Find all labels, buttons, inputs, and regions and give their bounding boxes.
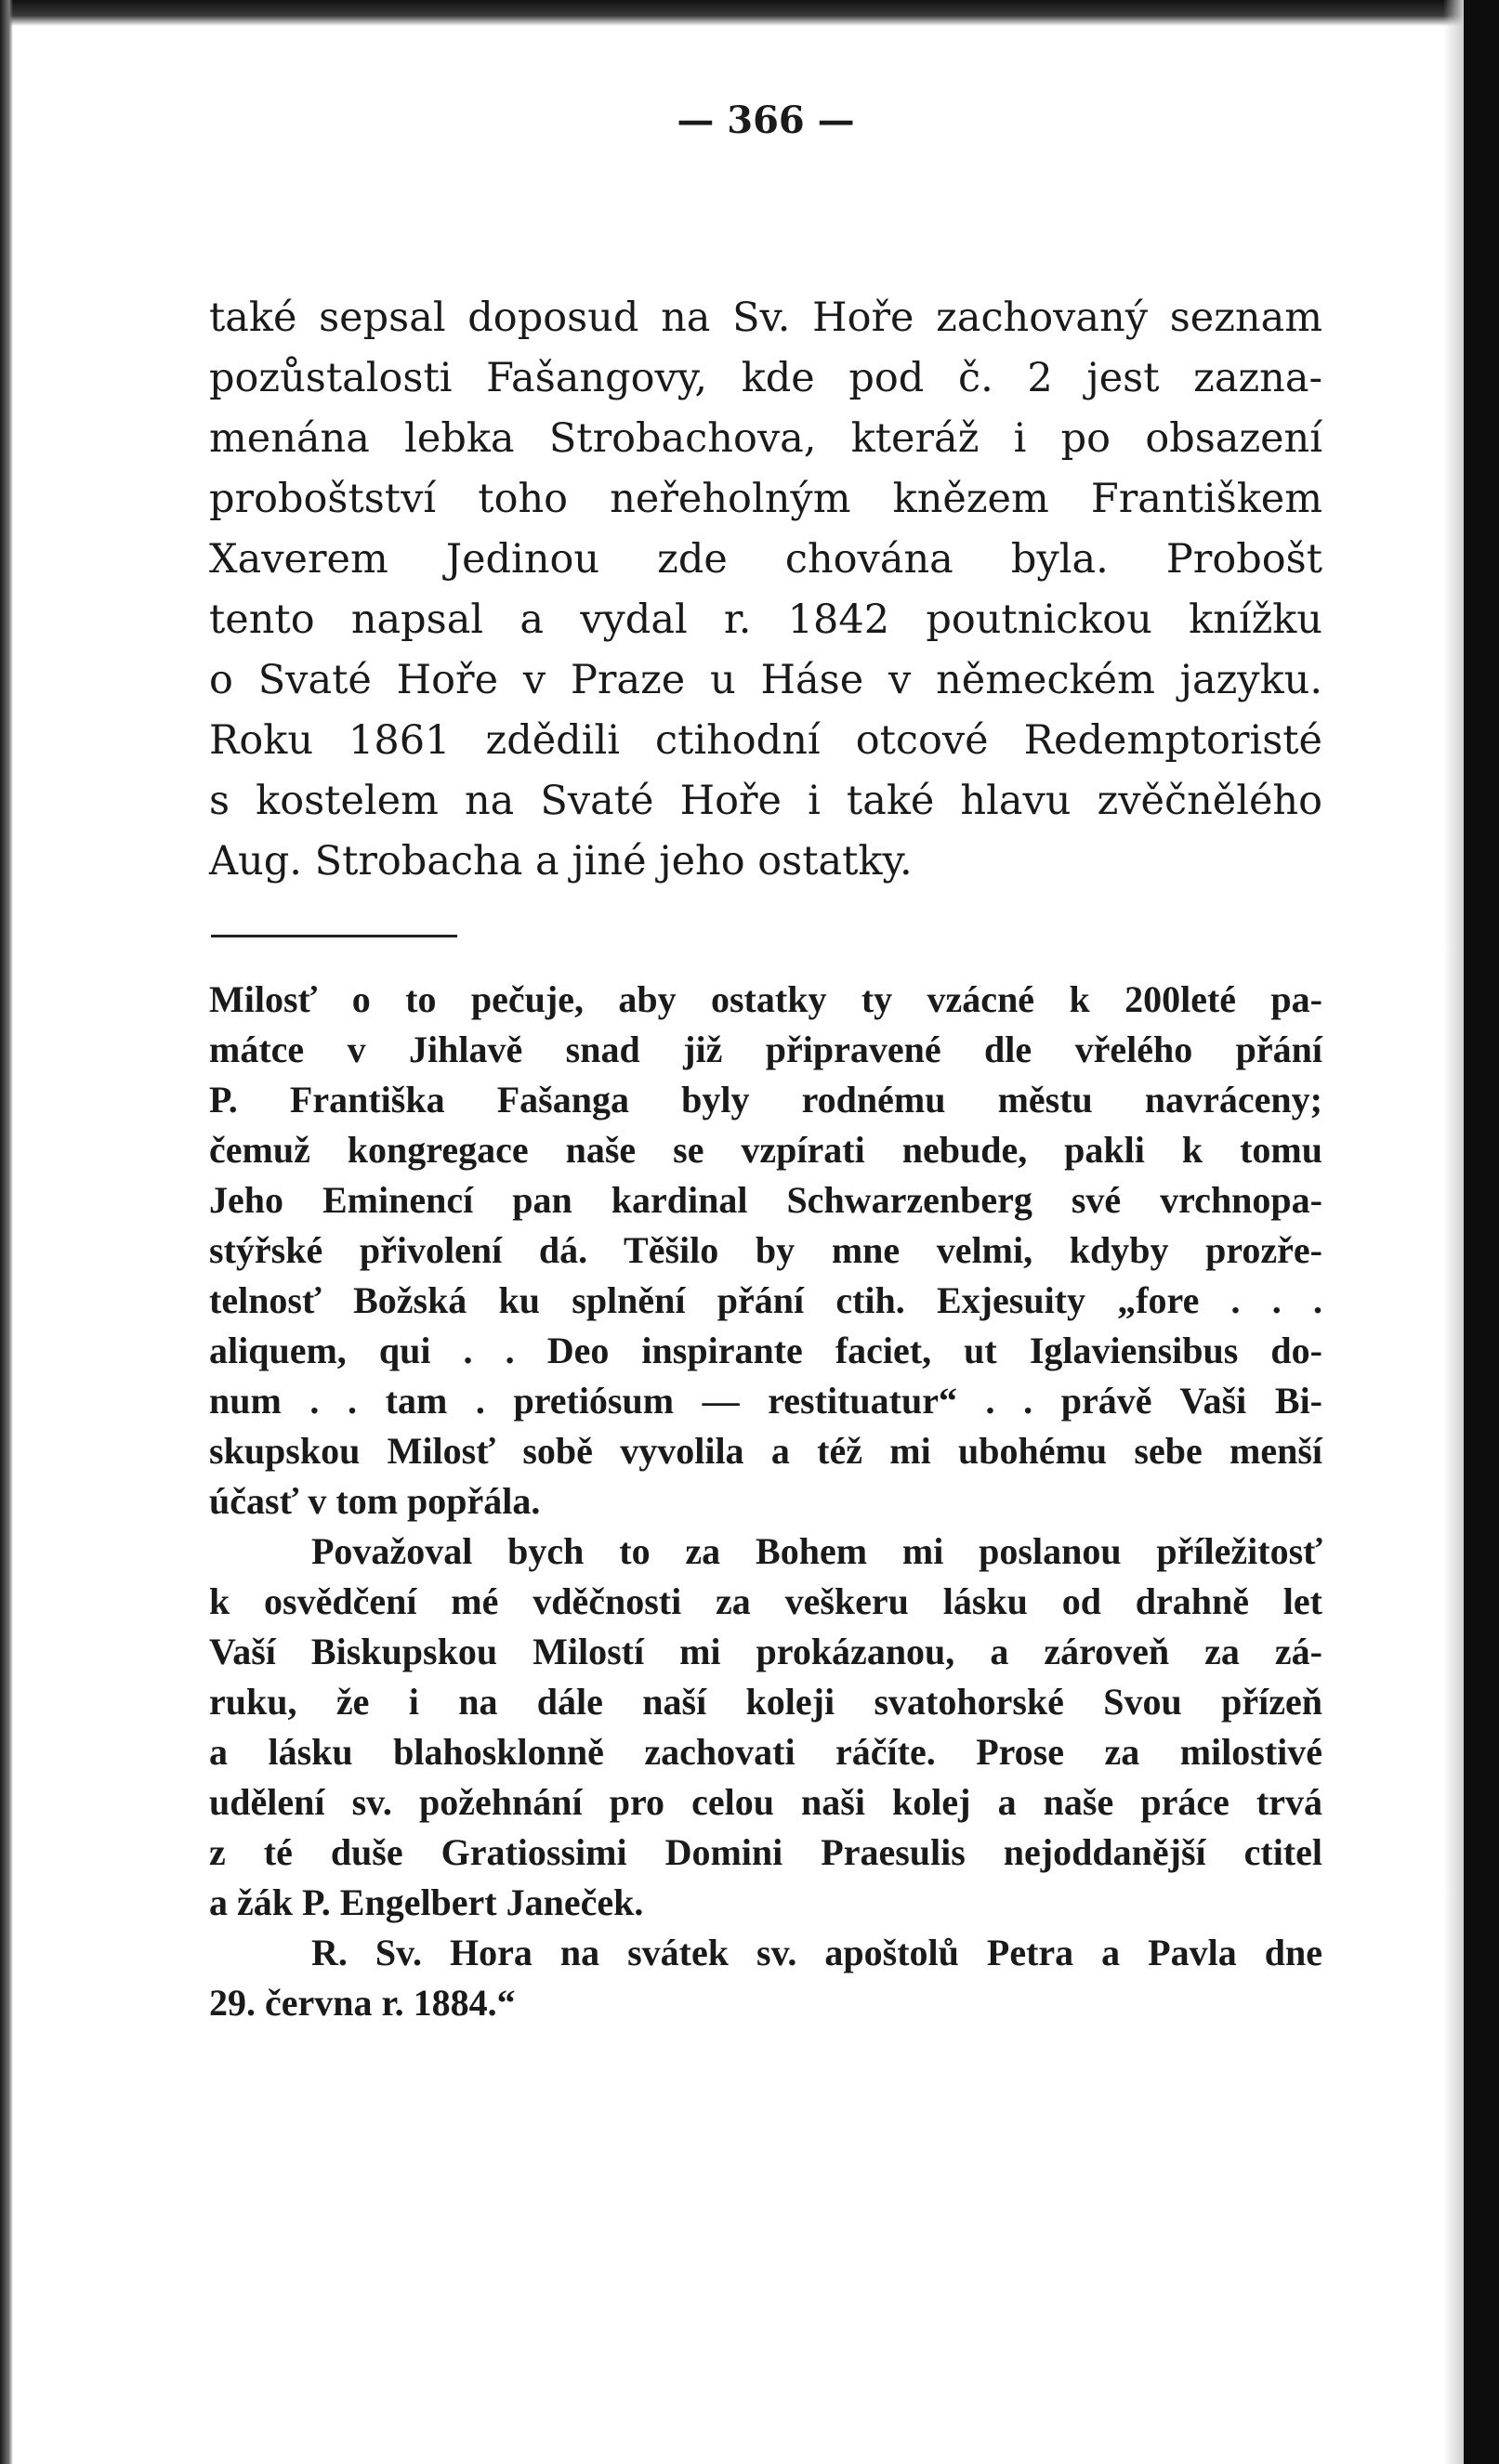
text-line: Jeho Eminencí pan kardinal Schwarzenberg své vrchnopa- <box>209 1179 1322 1221</box>
text-line: menána lebka Strobachova, kteráž i po obsazení <box>209 415 1322 462</box>
text-line: k osvědčení mé vděčnosti za veškeru lásku od drahně let <box>209 1580 1322 1622</box>
text-line: čemuž kongregace naše se vzpírati nebude, pakli k tomu <box>209 1129 1322 1171</box>
text-line: proboštství toho neřeholným knězem Františkem <box>209 476 1322 522</box>
text-line: telnosť Božská ku splnění přání ctih. Exjesuity „fore . . . <box>209 1279 1322 1321</box>
paragraph-2 <box>209 975 1322 1527</box>
scan-top-edge <box>0 0 1499 26</box>
text-line: o Svaté Hoře v Praze u Háse v německém jazyku. <box>209 657 1322 703</box>
text-line: Aug. Strobacha a jiné jeho ostatky. <box>209 838 913 885</box>
text-line: a lásku blahosklonně zachovati ráčíte. Prose za milostivé <box>209 1731 1322 1773</box>
scan-left-edge <box>0 0 13 2464</box>
page-content <box>209 93 1322 2028</box>
text-line: Vaší Biskupskou Milostí mi prokázanou, a zároveň za zá- <box>209 1631 1322 1672</box>
text-line: skupskou Milosť sobě vyvolila a též mi ubohému sebe menší <box>209 1430 1322 1472</box>
text-line: mátce v Jihlavě snad již připravené dle vřelého přání <box>209 1029 1322 1070</box>
text-line: udělení sv. požehnání pro celou naši kolej a naše práce trvá <box>209 1781 1322 1823</box>
text-line: pozůstalosti Fašangovy, kde pod č. 2 jest zazna- <box>209 355 1322 401</box>
text-line: a žák P. Engelbert Janeček. <box>209 1881 644 1923</box>
text-line: s kostelem na Svaté Hoře i také hlavu zvěčnělého <box>209 778 1322 824</box>
text-line: tento napsal a vydal r. 1842 poutnickou knížku <box>209 596 1322 643</box>
text-line: P. Františka Fašanga byly rodnému městu navráceny; <box>209 1079 1322 1121</box>
closing-dateline <box>209 1928 1322 2028</box>
text-line: R. Sv. Hora na svátek sv. apoštolů Petra a Pavla dne <box>311 1932 1322 1973</box>
text-line: stýřské přivolení dá. Těšilo by mne velmi, kdyby prozře- <box>209 1229 1322 1271</box>
text-line: z té duše Gratiossimi Domini Praesulis nejoddanější ctitel <box>209 1831 1322 1873</box>
text-line: Považoval bych to za Bohem mi poslanou příležitosť <box>311 1530 1322 1572</box>
scan-gutter-shadow <box>1443 0 1464 2464</box>
text-line: ruku, že i na dále naší koleji svatohorské Svou přízeň <box>209 1681 1322 1723</box>
paragraph-3 <box>209 1527 1322 1928</box>
text-line: účasť v tom popřála. <box>209 1480 541 1522</box>
scan-right-edge <box>1464 0 1499 2464</box>
text-line: Milosť o to pečuje, aby ostatky ty vzácné k 200leté pa- <box>209 978 1322 1020</box>
text-line: 29. června r. 1884.“ <box>209 1982 516 2024</box>
page-number: — 366 — <box>677 98 855 142</box>
section-divider <box>211 935 457 937</box>
text-line: Xaverem Jedinou zde chována byla. Probošt <box>209 536 1322 583</box>
text-line: také sepsal doposud na Sv. Hoře zachovaný seznam <box>209 295 1322 341</box>
paragraph-1 <box>209 288 1322 892</box>
text-line: Roku 1861 zdědili ctihodní otcové Redemptoristé <box>209 717 1322 764</box>
text-line: num . . tam . pretiósum — restituatur“ . . právě Vaši Bi- <box>209 1380 1322 1422</box>
text-line: aliquem, qui . . Deo inspirante faciet, ut Iglaviensibus do- <box>209 1330 1322 1371</box>
